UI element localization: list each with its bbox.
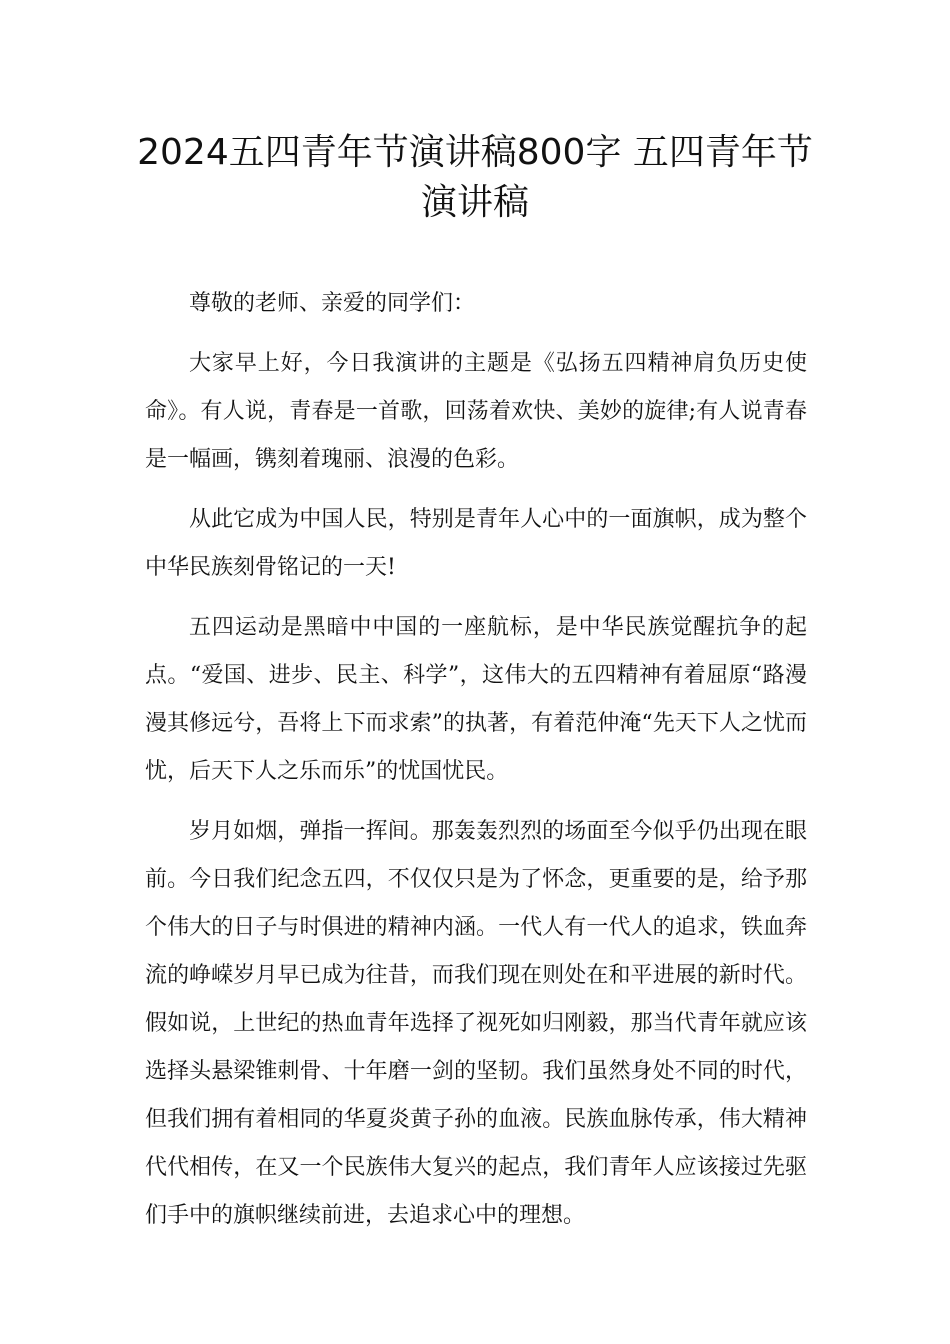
document-title: 2024五四青年节演讲稿800字 五四青年节演讲稿 [137,132,813,223]
salutation-paragraph: 尊敬的老师、亲爱的同学们： [189,291,476,316]
body-paragraph: 五四运动是黑暗中中国的一座航标，是中华民族觉醒抗争的起点。“爱国、进步、民主、科学”，这伟大的五四精神有着屈原“路漫漫其修远兮，吾将上下而求索”的执著，有着范仲淹“先天下人之忧而忧，后天下人之乐而乐”的忧国忧民。 [145,615,807,784]
body-paragraph: 大家早上好，今日我演讲的主题是《弘扬五四精神肩负历史使命》。有人说，青春是一首歌，回荡着欢快、美妙的旋律;有人说青春是一幅画，镌刻着瑰丽、浪漫的色彩。 [145,351,807,472]
document-body [145,280,807,1252]
body-paragraph: 从此它成为中国人民，特别是青年人心中的一面旗帜，成为整个中华民族刻骨铭记的一天! [145,507,807,580]
body-paragraph: 岁月如烟，弹指一挥间。那轰轰烈烈的场面至今似乎仍出现在眼前。今日我们纪念五四，不仅仅只是为了怀念，更重要的是，给予那个伟大的日子与时俱进的精神内涵。一代人有一代人的追求，铁血奔流的峥嵘岁月早已成为往昔，而我们现在则处在和平进展的新时代。假如说，上世纪的热血青年选择了视死如归刚毅，那当代青年就应该选择头悬梁锥刺骨、十年磨一剑的坚韧。我们虽然身处不同的时代，但我们拥有着相同的华夏炎黄子孙的血液。民族血脉传承，伟大精神代代相传，在又一个民族伟大复兴的起点，我们青年人应该接过先驱们手中的旗帜继续前进，去追求心中的理想。 [145,819,807,1228]
